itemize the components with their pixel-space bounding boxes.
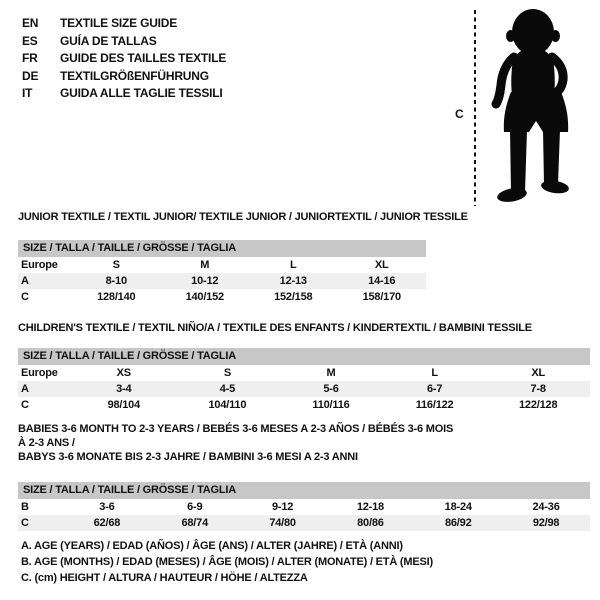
language-title: GUIDE DES TAILLES TEXTILE bbox=[60, 51, 227, 66]
size-cell: M bbox=[200, 259, 210, 271]
babies-size-table bbox=[18, 482, 590, 531]
size-cell: 12-13 bbox=[279, 275, 307, 287]
size-cell: 104/110 bbox=[208, 399, 247, 411]
table-row bbox=[18, 397, 590, 413]
table-row bbox=[18, 515, 590, 531]
row-label: A bbox=[21, 275, 29, 287]
size-cell: 140/152 bbox=[185, 291, 224, 303]
height-measure-label: C bbox=[455, 107, 464, 121]
table-row bbox=[18, 289, 426, 305]
size-header-bar: SIZE / TALLA / TAILLE / GRÖSSE / TAGLIA bbox=[18, 348, 590, 365]
table-row bbox=[18, 381, 590, 397]
row-label: Europe bbox=[21, 259, 58, 271]
size-cell: 5-6 bbox=[323, 383, 339, 395]
size-cell: 7-8 bbox=[530, 383, 546, 395]
table-title-babies-line2: BABYS 3-6 MONATE BIS 2-3 JAHRE / BAMBINI 3-6 MESI A 2-3 ANNI bbox=[18, 451, 358, 463]
language-row bbox=[22, 50, 226, 68]
size-cell: L bbox=[431, 367, 438, 379]
language-code: IT bbox=[22, 86, 33, 101]
language-code: ES bbox=[22, 33, 38, 48]
language-row bbox=[22, 15, 226, 33]
footnote-b: B. AGE (MONTHS) / EDAD (MESES) / ÂGE (MOIS) / ALTER (MONATE) / ETÀ (MESI) bbox=[21, 556, 433, 569]
row-label: B bbox=[21, 501, 29, 513]
table-row bbox=[18, 273, 426, 289]
size-cell: XS bbox=[116, 367, 131, 379]
size-cell: 158/170 bbox=[362, 291, 401, 303]
height-measure-dashed-line bbox=[474, 10, 476, 206]
language-code: FR bbox=[22, 51, 38, 66]
size-cell: 6-7 bbox=[426, 383, 443, 395]
table-title-children: CHILDREN'S TEXTILE / TEXTIL NIÑO/A / TEXTILE DES ENFANTS / KINDERTEXTIL / BAMBINI TESSILE bbox=[18, 322, 532, 334]
size-cell: 3-6 bbox=[99, 501, 115, 513]
language-row bbox=[22, 68, 226, 86]
table-row bbox=[18, 365, 590, 381]
children-table-rows bbox=[18, 365, 590, 413]
size-cell: 128/140 bbox=[97, 291, 136, 303]
size-cell: 12-18 bbox=[356, 501, 384, 513]
size-cell: 14-16 bbox=[368, 275, 396, 287]
row-label: C bbox=[21, 399, 29, 411]
footnote-a: A. AGE (YEARS) / EDAD (AÑOS) / ÂGE (ANS) / ALTER (JAHRE) / ETÀ (ANNI) bbox=[21, 540, 403, 552]
row-label: Europe bbox=[21, 367, 58, 379]
size-cell: 3-4 bbox=[116, 383, 132, 395]
size-cell: 122/128 bbox=[519, 399, 558, 411]
size-cell: 116/122 bbox=[415, 399, 454, 411]
size-cell: S bbox=[112, 259, 120, 271]
footnote-c: C. (cm) HEIGHT / ALTURA / HAUTEUR / HÖHE / ALTEZZA bbox=[21, 572, 308, 585]
size-header-bar: SIZE / TALLA / TAILLE / GRÖSSE / TAGLIA bbox=[18, 482, 590, 499]
size-cell: 86/92 bbox=[444, 517, 472, 529]
table-row bbox=[18, 257, 426, 273]
size-cell: 80/86 bbox=[357, 517, 384, 529]
toddler-silhouette bbox=[482, 6, 596, 206]
size-cell: 18-24 bbox=[444, 501, 472, 513]
size-cell: 68/74 bbox=[181, 517, 208, 529]
junior-size-table bbox=[18, 240, 426, 305]
children-size-table bbox=[18, 348, 590, 413]
language-row bbox=[22, 85, 226, 103]
size-cell: XL bbox=[374, 259, 389, 271]
size-cell: 110/116 bbox=[312, 399, 350, 411]
size-cell: 62/68 bbox=[93, 517, 121, 529]
row-label: A bbox=[21, 383, 29, 395]
size-cell: L bbox=[289, 259, 297, 271]
size-cell: 4-5 bbox=[219, 383, 236, 395]
row-label: C bbox=[21, 517, 29, 529]
language-title: GUIDA ALLE TAGLIE TESSILI bbox=[60, 86, 223, 101]
language-code: DE bbox=[22, 68, 39, 83]
language-code: EN bbox=[22, 16, 39, 30]
section-children-textile bbox=[18, 321, 590, 413]
size-cell: 8-10 bbox=[105, 275, 127, 287]
junior-table-rows bbox=[18, 257, 426, 305]
row-label: C bbox=[21, 291, 29, 303]
babies-table-rows bbox=[18, 499, 590, 531]
section-junior-textile bbox=[18, 210, 468, 305]
size-cell: S bbox=[223, 367, 231, 379]
size-cell: 98/104 bbox=[107, 399, 141, 411]
footnote-list bbox=[21, 538, 433, 587]
size-header-bar: SIZE / TALLA / TAILLE / GRÖSSE / TAGLIA bbox=[18, 240, 426, 257]
size-cell: M bbox=[326, 367, 336, 379]
table-row bbox=[18, 499, 590, 515]
language-title-list bbox=[22, 15, 226, 103]
size-cell: 74/80 bbox=[269, 517, 296, 529]
table-title-babies-line1: BABIES 3-6 MONTH TO 2-3 YEARS / BEBÉS 3-6 MESES A 2-3 AÑOS / BÉBÉS 3-6 MOIS À 2-3 ANS / bbox=[18, 423, 454, 449]
table-title-babies bbox=[18, 422, 462, 464]
table-title-junior: JUNIOR TEXTILE / TEXTIL JUNIOR/ TEXTILE JUNIOR / JUNIORTEXTIL / JUNIOR TESSILE bbox=[18, 211, 468, 223]
size-cell: 6-9 bbox=[187, 501, 203, 513]
language-title: TEXTILE SIZE GUIDE bbox=[60, 16, 178, 30]
size-cell: 152/158 bbox=[274, 291, 313, 303]
section-babies-textile bbox=[18, 422, 590, 531]
size-cell: 9-12 bbox=[271, 501, 294, 513]
size-cell: 24-36 bbox=[532, 501, 560, 513]
size-cell: 92/98 bbox=[532, 517, 560, 529]
language-title: GUÍA DE TALLAS bbox=[60, 33, 157, 48]
language-title: TEXTILGRÖßENFÜHRUNG bbox=[60, 68, 209, 83]
size-cell: XL bbox=[531, 367, 546, 379]
size-cell: 10-12 bbox=[191, 275, 219, 287]
language-row bbox=[22, 33, 226, 51]
